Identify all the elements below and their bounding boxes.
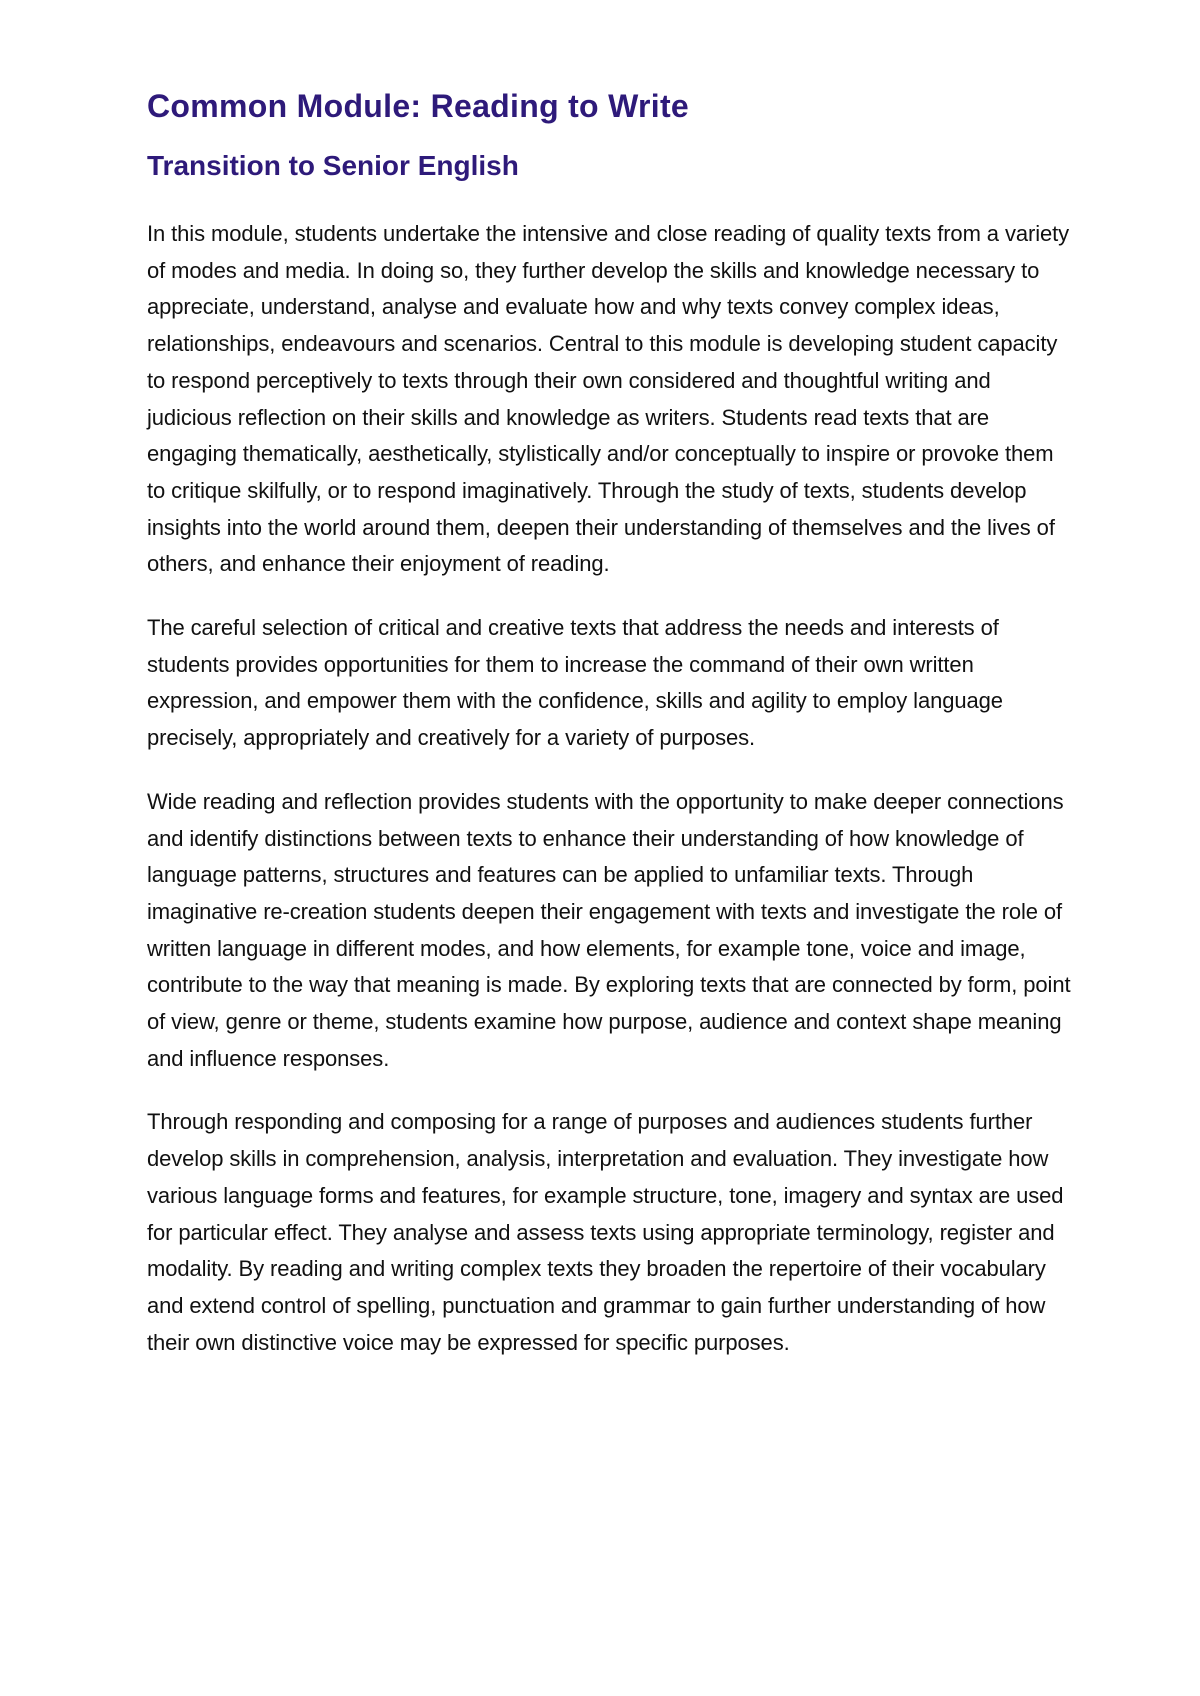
document-title: Common Module: Reading to Write — [147, 88, 690, 124]
paragraph-4: Through responding and composing for a range of purposes and audiences students further develop skills in comprehension, analysis, interpretation and evaluation. They investigate how various language forms and features, for example structure, tone, imagery and syntax are used for particular effect. They analyse and assess texts using appropriate terminology, register and modality. By reading and writing complex texts they broaden the repertoire of their vocabulary and extend control of spelling, punctuation and grammar to gain further understanding of how their own distinctive voice may be expressed for specific purposes. — [147, 1109, 1064, 1355]
document-subtitle: Transition to Senior English — [147, 150, 519, 181]
paragraph-1: In this module, students undertake the intensive and close reading of quality texts from a variety of modes and media. In doing so, they further develop the skills and knowledge necessary to appreciate, understand, analyse and evaluate how and why texts convey complex ideas, relationships, endeavours and scenarios. Central to this module is developing student capacity to respond perceptively to texts through their own considered and thoughtful writing and judicious reflection on their skills and knowledge as writers. Students read texts that are engaging thematically, aesthetically, stylistically and/or conceptually to inspire or provoke them to critique skilfully, or to respond imaginatively. Through the study of texts, students develop insights into the world around them, deepen their understanding of themselves and the lives of others, and enhance their enjoyment of reading. — [147, 221, 1070, 577]
paragraph-2: The careful selection of critical and creative texts that address the needs and interests of students provides opportunities for them to increase the command of their own written expression, and empower them with the confidence, skills and agility to employ language precisely, appropriately and creatively for a variety of purposes. — [147, 615, 1003, 751]
document-page — [147, 82, 1077, 1361]
paragraph-3: Wide reading and reflection provides students with the opportunity to make deeper connections and identify distinctions between texts to enhance their understanding of how knowledge of language patterns, structures and features can be applied to unfamiliar texts. Through imaginative re-creation students deepen their engagement with texts and investigate the role of written language in different modes, and how elements, for example tone, voice and image, contribute to the way that meaning is made. By exploring texts that are connected by form, point of view, genre or theme, students examine how purpose, audience and context shape meaning and influence responses. — [147, 788, 1071, 1071]
